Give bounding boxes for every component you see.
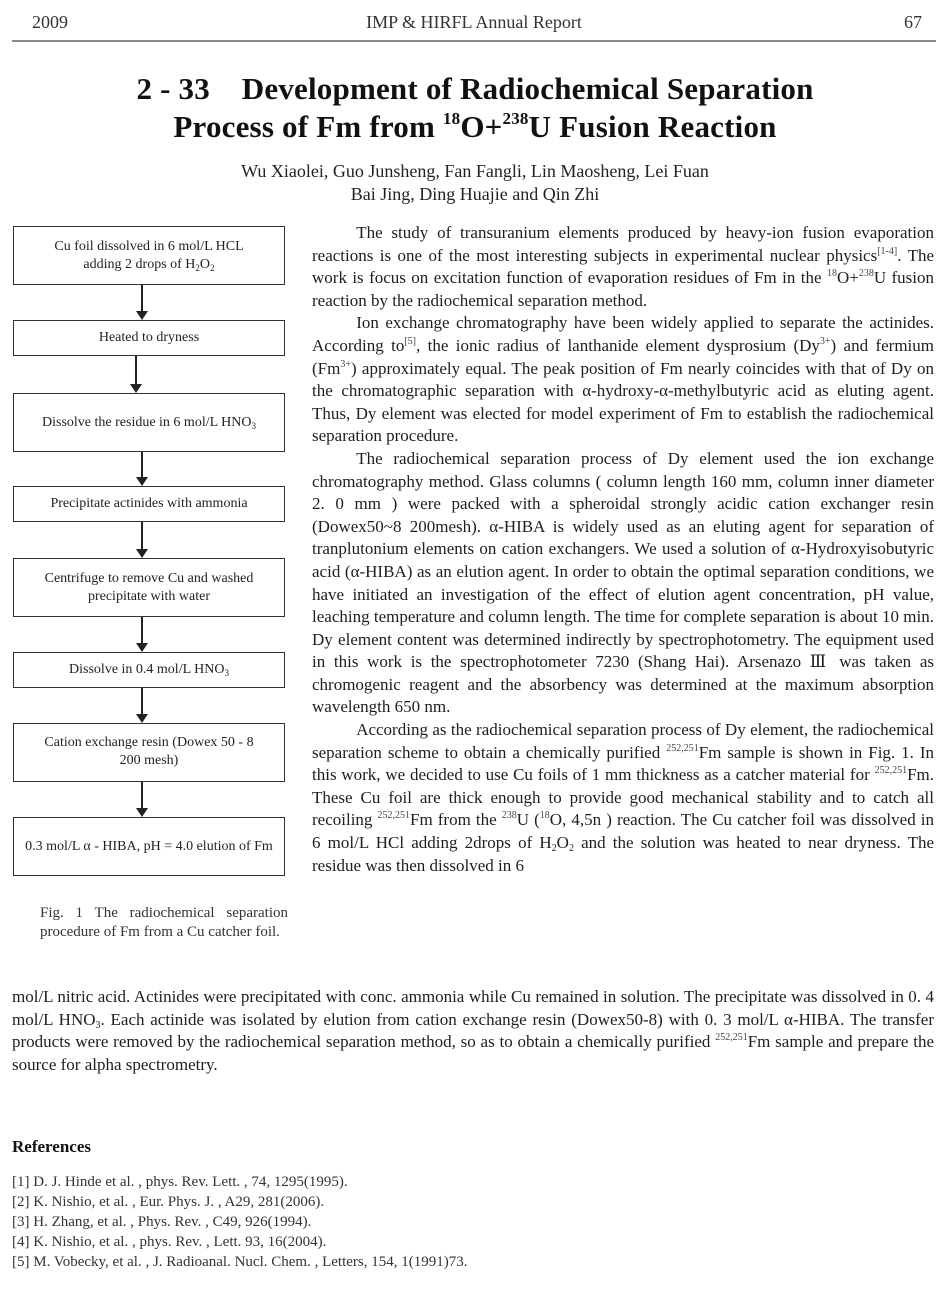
reference-item: [4] K. Nishio, et al. , phys. Rev. , Lett. 93, 16(2004).: [12, 1234, 327, 1250]
flow-step-4: Precipitate actinides with ammonia: [13, 486, 285, 522]
paragraph-1: The study of transuranium elements produced by heavy-ion fusion evaporation reactions is one of the most interesting subjects in experimental nuclear physics[1-4]. The work is focus on excitation function of evaporation residues of Fm in the $^{18}$O+$^{238}$U fusion reaction by the radiochemical separation method.: [312, 223, 934, 310]
flow-step-5: Centrifuge to remove Cu and washed precipitate with water: [13, 558, 285, 617]
flow-step-2: Heated to dryness: [13, 320, 285, 356]
flow-step-3: Dissolve the residue in 6 mol/L $HNO_3$: [13, 393, 285, 452]
body-text-right-column: [312, 222, 934, 877]
arrow-down-icon: [141, 782, 143, 815]
flow-step-7: Cation exchange resin (Dowex 50 - 8 200 mesh): [13, 723, 285, 782]
arrow-down-icon: [141, 452, 143, 484]
header-page-number: 67: [904, 12, 922, 32]
reference-item: [1] D. J. Hinde et al. , phys. Rev. Lett. , 74, 1295(1995).: [12, 1174, 348, 1190]
author-list: [0, 160, 950, 206]
arrow-down-icon: [135, 356, 137, 391]
header-year: 2009: [32, 12, 68, 32]
article-title: [0, 70, 950, 146]
paragraph-4: According as the radiochemical separation process of Dy element, the radiochemical separation scheme to obtain a chemically purified $^{252,251}$Fm sample is shown in Fig. 1. In this work, we decided to use Cu foils of 1 mm thickness as a catcher material for $^{252,251}$Fm. These Cu foil are thick enough to provide good mechanical stability and to catch all recoiling $^{252,251}$Fm from the $^{238}$U ($^{18}$O, 4,5n ) reaction. The Cu catcher foil was dissolved in 6 mol/L HCl adding 2drops of $H_2O_2$ and the solution was heated to near dryness. The residue was then dissolved in 6: [312, 720, 935, 875]
authors-line-2: Bai Jing, Ding Huajie and Qin Zhi: [350, 184, 600, 204]
flow-step-6: Dissolve in 0.4 mol/L $HNO_3$: [13, 652, 285, 688]
paragraph-2: Ion exchange chromatography have been widely applied to separate the actinides. According to[5], the ionic radius of lanthanide element dysprosium $(Dy^{3+})$ and fermium $(Fm^{3+})$ approximately equal. The peak position of Fm nearly coincides with that of Dy on the chromatographic separation with α-hydroxy-α-methylbutyric acid as eluting agent. Thus, Dy element was elected for model experiment of Fm to establish the radiochemical separation procedure.: [312, 313, 934, 446]
references-heading: References: [12, 1137, 91, 1156]
arrow-down-icon: [141, 285, 143, 318]
reference-item: [2] K. Nishio, et al. , Eur. Phys. J. , A29, 281(2006).: [12, 1194, 325, 1210]
arrow-down-icon: [141, 688, 143, 721]
title-line-2: Process of Fm from $^{18}$O+$^{238}$U Fusion Reaction: [173, 109, 777, 144]
header-journal: IMP & HIRFL Annual Report: [366, 12, 582, 32]
reference-item: [5] M. Vobecky, et al. , J. Radioanal. Nucl. Chem. , Letters, 154, 1(1991)73.: [12, 1254, 468, 1270]
running-header: [12, 10, 936, 42]
flow-step-1: Cu foil dissolved in 6 mol/L HCL adding 2 drops of $H_2O_2$: [13, 226, 285, 285]
arrow-down-icon: [141, 522, 143, 556]
title-line-1: 2 - 33 Development of Radiochemical Separation: [136, 71, 814, 106]
arrow-down-icon: [141, 617, 143, 650]
flow-step-8: 0.3 mol/L α - HIBA, pH = 4.0 elution of Fm: [13, 817, 285, 876]
reference-item: [3] H. Zhang, et al. , Phys. Rev. , C49, 926(1994).: [12, 1214, 312, 1230]
body-text-full-width: mol/L nitric acid. Actinides were precipitated with conc. ammonia while Cu remained in solution. The precipitate was dissolved in 0. 4 mol/L $HNO_3$. Each actinide was isolated by elution from cation exchange resin (Dowex50-8) with 0. 3 mol/L α-HIBA. The transfer products were removed by the radiochemical separation method, so as to obtain a chemically purified $^{252,251}$Fm sample and prepare the source for alpha spectrometry.: [12, 987, 935, 1074]
paragraph-3: The radiochemical separation process of Dy element used the ion exchange chromatography method. Glass columns ( column length 160 mm, column inner diameter 2. 0 mm ) were packed with a spheroidal strongly acidic cation exchanger resin (Dowex50~8 200mesh). α-HIBA is widely used as an eluting agent for separation of tranplutonium elements on cation exchangers. We used a solution of α-Hydroxyisobutyric acid (α-HIBA) as an elution agent. In order to obtain the optimal separation conditions, we have initiated an investigation of the effect of elution agent concentration, pH value, leaching temperature and column length. The time for complete separation is about 10 min. Dy element content was determined indirectly by spectrophotometry. The equipment used in this work is the spectrophotometer 7230 (Shang Hai). Arsenazo Ⅲ was taken as chromogenic reagent and the absorbency was determined at the maximum absorption wavelength 650 nm.: [312, 448, 934, 717]
reference-list: [12, 1172, 467, 1272]
authors-line-1: Wu Xiaolei, Guo Junsheng, Fan Fangli, Lin Maosheng, Lei Fuan: [241, 161, 709, 181]
figure-caption: Fig. 1 The radiochemical separation procedure of Fm from a Cu catcher foil.: [40, 905, 288, 940]
